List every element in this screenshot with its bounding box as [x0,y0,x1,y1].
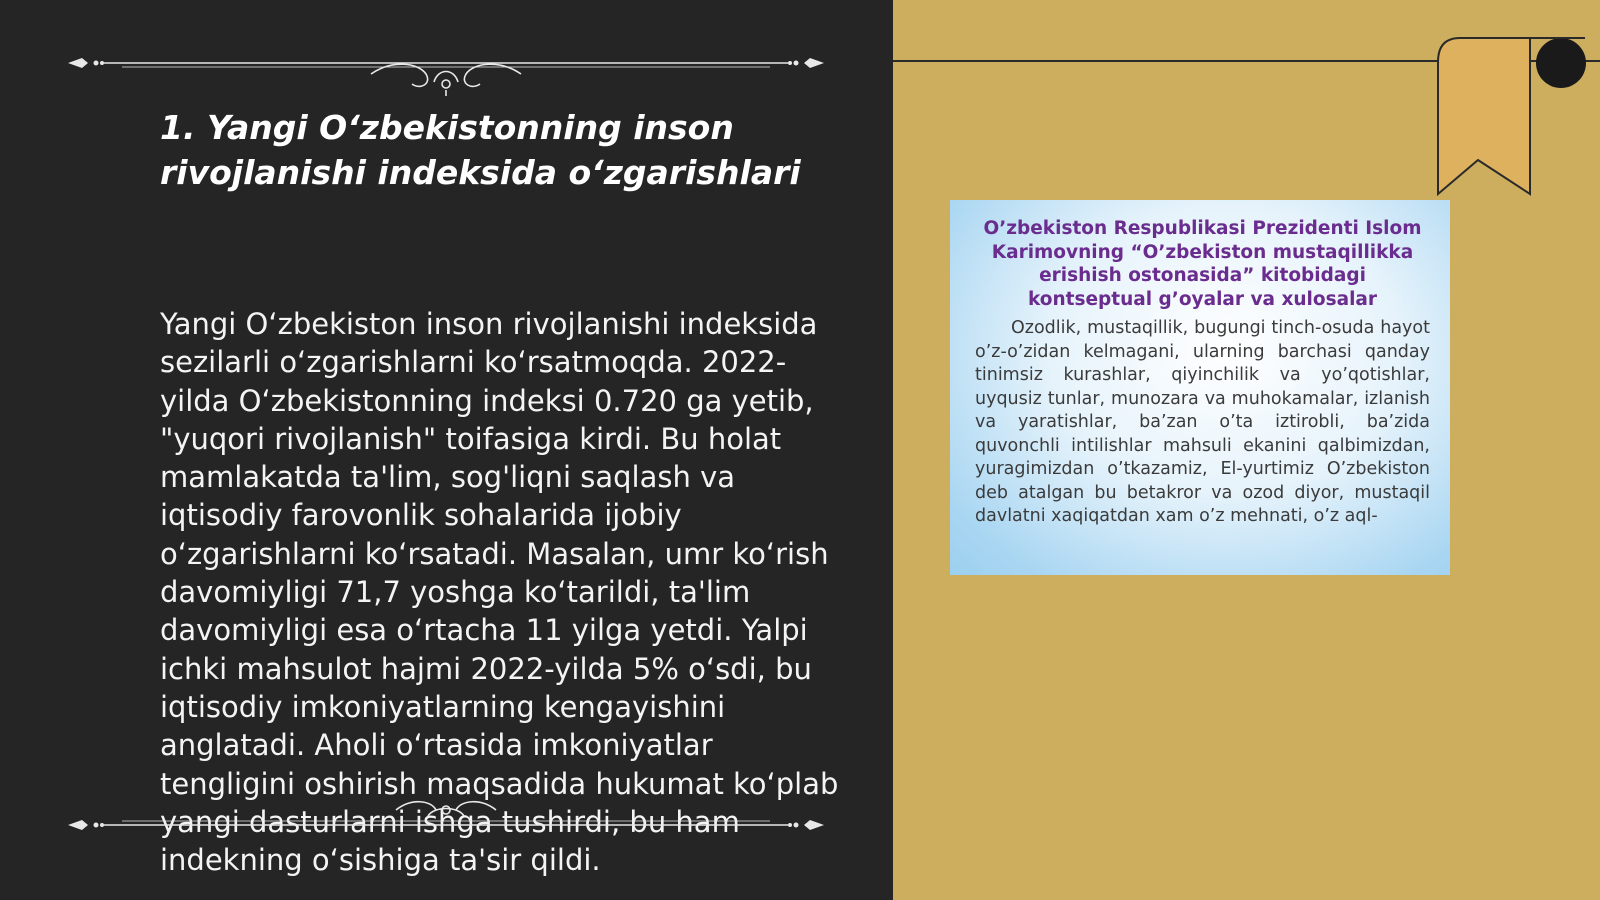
slide-body-text: Yangi O‘zbekiston inson rivojlanishi indeksida sezilarli o‘zgarishlarni ko‘rsatmoqda. 2022-yilda O‘zbekistonning indeksi 0.720 ga yetib, "yuqori rivojlanish" toifasiga kirdi. Bu holat mamlakatda ta'lim, sog'liqni saqlash va iqtisodiy farovonlik sohalarida ijobiy o‘zgarishlarni ko‘rsatadi. Masalan, umr ko‘rish davomiyligi 71,7 yoshga ko‘tarildi, ta'lim davomiyligi esa o‘rtacha 11 yilga yetdi. Yalpi ichki mahsulot hajmi 2022-yilda 5% o‘sdi, bu iqtisodiy imkoniyatlarning kengayishini anglatadi. Aholi o‘rtasida imkoniyatlar tengligini oshirish maqsadida hukumat ko‘plab yangi dasturlarni ishga tushirdi, bu ham indekning o‘sishiga ta'sir qildi. [160,307,839,878]
ornament-bottom-icon [66,780,826,830]
ornament-top-icon [66,46,826,96]
book-title: O’zbekiston Respublikasi Prezidenti Islom Karimovning “O’zbekiston mustaqillikka erishish ostonasida” kitobidagi kontseptual g’oyalar va xulosalar [983,218,1422,310]
ribbon-bookmark-icon [1430,34,1600,199]
book-excerpt-text: Ozodlik, mustaqillik, bugungi tinch-osuda hayot o’z-o’zidan kelmagani, ularning barchasi qanday tinimsiz kurashlar, qiyinchilik va yo’qotishlar, uyqusiz tunlar, munozara va muhokamalar, izlanish va yaratishlar, ba’zan o’ta iztirobli, ba’zida quvonchli intilishlar mahsuli ekanini qalbimizdan, yuragimizdan o’tkazamiz, El-yurtimiz O’zbekiston deb atalgan bu betakror va ozod diyor, mustaqil davlatni xaqiqatdan xam o’z mehnati, o’z aql- [975,318,1430,526]
book-excerpt-card [950,200,1450,575]
slide-title: 1. Yangi O‘zbekistonning inson rivojlanishi indeksida o‘zgarishlari [160,108,801,192]
